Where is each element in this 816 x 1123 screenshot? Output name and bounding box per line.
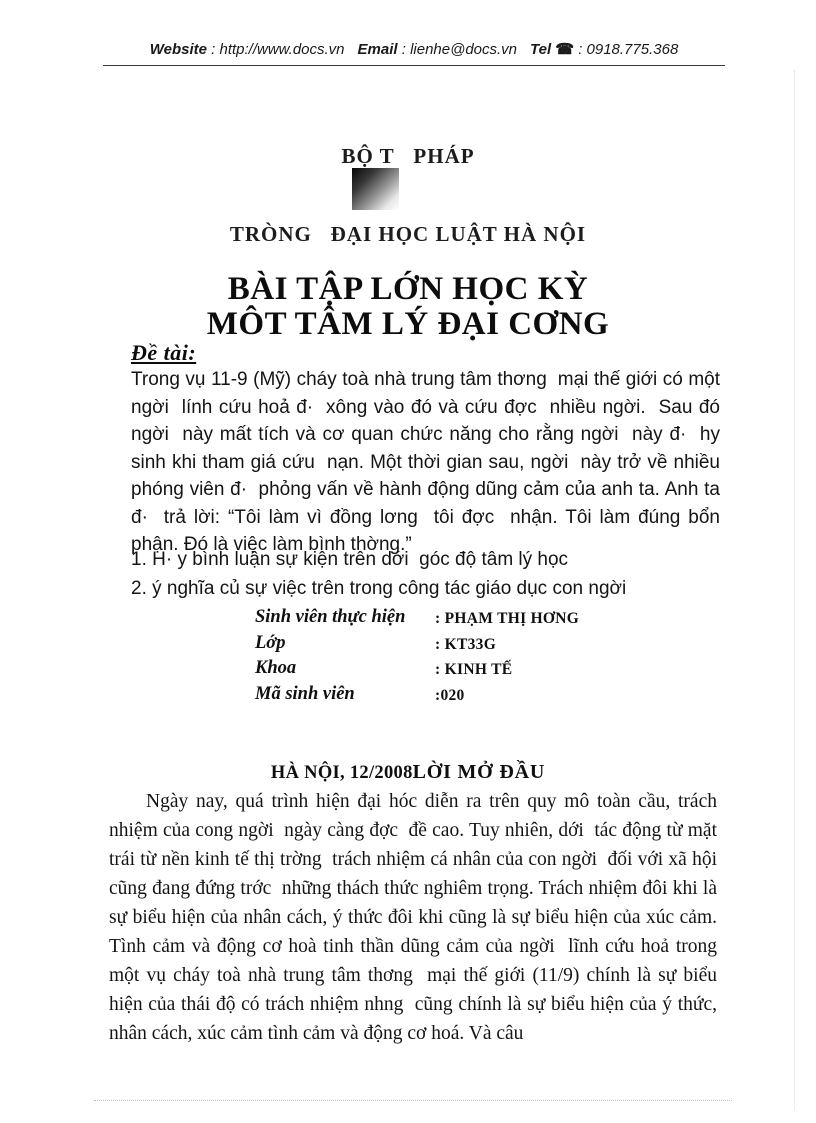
ministry-name: BỘ T PHÁP bbox=[341, 144, 475, 168]
university-name: TRÒNG ĐẠI HỌC LUẬT HÀ NỘI bbox=[229, 222, 587, 246]
student-info-table bbox=[255, 606, 579, 707]
question-item-1: 1. H· y bình luận sự kiện trên dới góc độ tâm lý học bbox=[131, 549, 569, 570]
student-info-label: Mã sinh viên bbox=[255, 683, 355, 704]
student-info-label: Sinh viên thực hiện bbox=[255, 607, 406, 627]
tel-label: Tel bbox=[530, 41, 552, 58]
place-date: HÀ NỘI, 12/2008 bbox=[270, 763, 413, 783]
gradient-logo-placeholder bbox=[352, 168, 399, 210]
document-header bbox=[103, 40, 725, 66]
phone-icon: ☎ bbox=[555, 41, 575, 58]
intro-paragraph: Ngày nay, quá trình hiện đại hóc diễn ra trên quy mô toàn cầu, trách nhiệm của cong ngời ngày càng đợc đề cao. Tuy nhiên, dới tác động từ mặt trái từ nền kinh tế thị trờng trách nhiệm cá nhân của con ngời đối với xã hội cũng đang đứng trớc những thách thức nghiêm trọng. Trách nhiệm đôi khi là sự biểu hiện của nhân cách, ý thức đôi khi cũng là sự biểu hiện của xúc cảm. Tình cảm và động cơ hoà tinh thần dũng cảm của ngời lĩnh cứu hoả trong một vụ cháy toà nhà trung tâm thơng mại thế giới (11/9) chính là sự biểu hiện của thái độ có trách nhiệm nhng cũng chính là sự biểu hiện của ý thức, nhân cách, xúc cảm tình cảm và động cơ hoá. Và câu bbox=[109, 791, 717, 1044]
place-date-section-line bbox=[0, 761, 816, 784]
email-value: : lienhe@docs.vn bbox=[401, 41, 518, 58]
website-value: : http://www.docs.vn bbox=[211, 41, 345, 58]
website-label: Website bbox=[149, 41, 207, 58]
student-info-label: Lớp bbox=[255, 632, 286, 653]
student-info-value: : KT33G bbox=[435, 635, 497, 653]
topic-body-paragraph: Trong vụ 11-9 (Mỹ) cháy toà nhà trung tâm thơng mại thế giới có một ngời lính cứu hoả đ· xông vào đó và cứu đợc nhiều ngời. Sau đó ngời này mất tích và cơ quan chức năng cho rằng ngời này đ· hy sinh khi tham giá cứu nạn. Một thời gian sau, ngời này trở về nhiều phóng viên đ· phỏng vấn về hành động dũng cảm của anh ta. Anh ta đ· trả lời: “Tôi làm vì đồng lơng tôi đợc nhận. Tôi làm đúng bổn phận. Đó là việc làm bình thờng.” bbox=[131, 369, 720, 555]
website-group bbox=[150, 41, 345, 58]
student-info-value: :020 bbox=[435, 686, 465, 704]
title-line-2: MÔT TÂM LÝ ĐẠI CƠNG bbox=[206, 306, 610, 342]
student-info-value: : PHẠM THỊ HƠNG bbox=[435, 610, 580, 627]
section-heading: LỜI MỞ ĐẦU bbox=[412, 761, 546, 783]
question-list bbox=[131, 545, 720, 603]
email-label: Email bbox=[357, 41, 398, 58]
title-line-1: BÀI TẬP LỚN HỌC KỲ bbox=[227, 271, 589, 307]
tel-group bbox=[530, 41, 678, 58]
document-title bbox=[0, 272, 816, 342]
institution-block bbox=[0, 91, 816, 273]
topic-heading: Đề tài: bbox=[131, 340, 197, 365]
question-item-2: 2. ý nghĩa củ sự việc trên trong công tác giáo dục con ngời bbox=[131, 578, 627, 599]
student-info-value: : KINH TẾ bbox=[435, 661, 513, 678]
page-right-edge bbox=[794, 70, 795, 1110]
student-info-label: Khoa bbox=[255, 658, 297, 678]
page-bottom-edge bbox=[94, 1100, 732, 1101]
tel-value: : 0918.775.368 bbox=[578, 41, 679, 58]
email-group bbox=[358, 41, 518, 58]
